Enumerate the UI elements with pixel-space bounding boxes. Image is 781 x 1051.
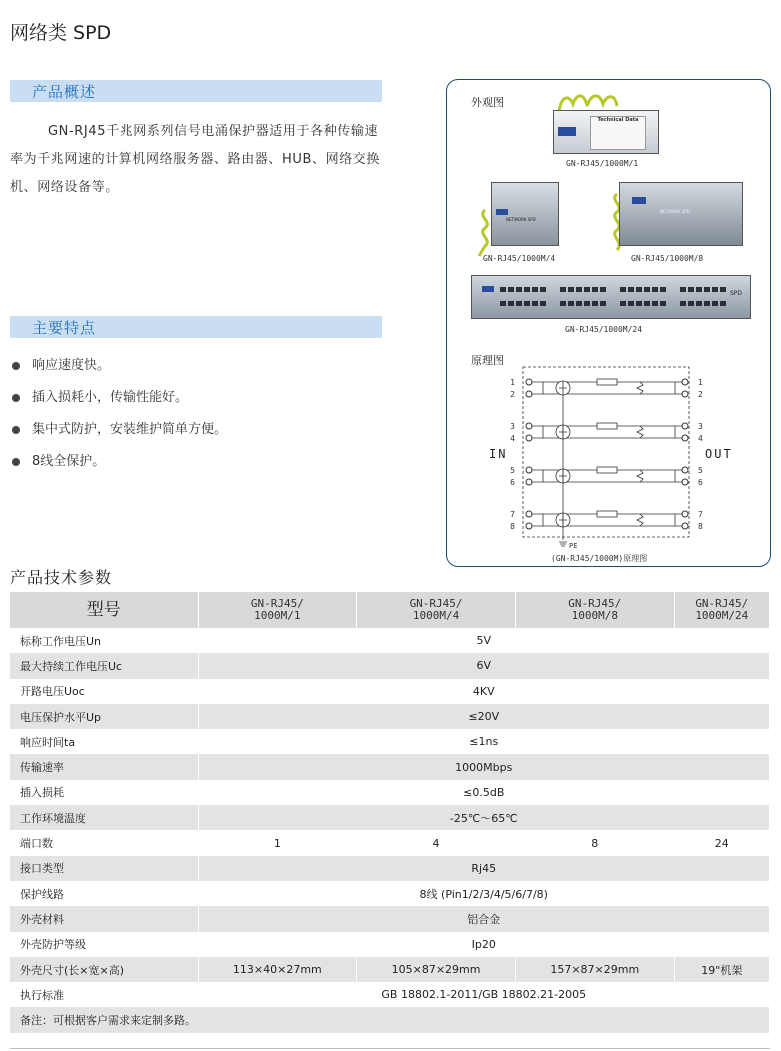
row-label: 外壳尺寸(长×宽×高)	[10, 957, 198, 982]
feature-item: 插入损耗小，传输性能好。	[10, 388, 227, 420]
row-label: 外壳防护等级	[10, 932, 198, 957]
feature-item: 集中式防护，安装维护简单方便。	[10, 420, 227, 452]
row-value: -25℃～65℃	[198, 805, 770, 830]
table-row	[10, 906, 770, 931]
row-label: 端口数	[10, 830, 198, 855]
schematic-out-label: OUT	[705, 447, 733, 461]
pin-label-in: 3	[510, 422, 515, 431]
table-row	[10, 653, 770, 678]
page-title: 网络类 SPD	[10, 22, 112, 44]
product-photo-4	[475, 180, 575, 252]
row-label: 外壳材料	[10, 906, 198, 931]
product-photo-8	[607, 178, 747, 252]
row-value: 4KV	[198, 679, 770, 704]
pin-label-out: 2	[698, 390, 703, 399]
brand-logo	[482, 286, 494, 292]
model-header: 型号	[10, 592, 198, 628]
model-column-header: GN-RJ45/ 1000M/8	[515, 592, 674, 628]
table-note-row	[10, 1007, 770, 1032]
model-column-header: GN-RJ45/ 1000M/4	[357, 592, 516, 628]
schematic-pair	[526, 423, 688, 441]
table-row	[10, 830, 770, 855]
feature-list	[10, 356, 227, 484]
schematic-in-label: IN	[489, 447, 508, 461]
bottom-divider	[10, 1048, 770, 1049]
row-value: ≤0.5dB	[198, 780, 770, 805]
table-row	[10, 704, 770, 729]
pin-label-out: 1	[698, 378, 703, 387]
table-row	[10, 805, 770, 830]
pin-label-in: 6	[510, 478, 515, 487]
overview-heading-bar	[10, 80, 382, 102]
table-row	[10, 754, 770, 779]
schematic-pair	[526, 467, 688, 485]
row-label: 执行标准	[10, 982, 198, 1007]
row-label: 保护线路	[10, 881, 198, 906]
row-value: 1	[198, 830, 357, 855]
brand-logo	[496, 209, 508, 215]
table-row	[10, 856, 770, 881]
table-row	[10, 932, 770, 957]
table-header-row	[10, 592, 770, 628]
row-value: 4	[357, 830, 516, 855]
row-value: 113×40×27mm	[198, 957, 357, 982]
model-column-header: GN-RJ45/ 1000M/24	[674, 592, 769, 628]
overview-heading: 产品概述	[32, 83, 97, 101]
product-photo-24: SPD	[471, 275, 751, 319]
appearance-label: 外观图	[471, 96, 504, 109]
model-column-header: GN-RJ45/ 1000M/1	[198, 592, 357, 628]
row-label: 传输速率	[10, 754, 198, 779]
product-caption-24: GN-RJ45/1000M/24	[565, 325, 643, 334]
row-label: 接口类型	[10, 856, 198, 881]
table-row	[10, 780, 770, 805]
row-label: 电压保护水平Up	[10, 704, 198, 729]
table-row	[10, 982, 770, 1007]
brand-logo	[632, 197, 646, 204]
row-label: 最大持续工作电压Uc	[10, 653, 198, 678]
device-body: NETWORK SPD	[619, 182, 743, 246]
row-value: 6V	[198, 653, 770, 678]
schematic-pair	[526, 379, 688, 397]
spec-table	[10, 592, 770, 1033]
pin-label-out: 4	[698, 434, 703, 443]
schematic-pair	[526, 511, 688, 529]
pin-label-out: 7	[698, 510, 703, 519]
feature-item: 响应速度快。	[10, 356, 227, 388]
table-row	[10, 729, 770, 754]
pin-label-in: 2	[510, 390, 515, 399]
brand-logo	[558, 127, 576, 136]
product-photo-1	[551, 86, 661, 164]
row-value: 8	[515, 830, 674, 855]
device-body	[553, 110, 659, 154]
schematic-caption: (GN-RJ45/1000M)原理图	[551, 554, 648, 563]
row-value: 8线 (Pin1/2/3/4/5/6/7/8)	[198, 881, 770, 906]
product-caption-4: GN-RJ45/1000M/4	[483, 254, 556, 263]
table-row	[10, 679, 770, 704]
row-value: 24	[674, 830, 769, 855]
pin-label-in: 5	[510, 466, 515, 475]
features-heading-bar	[10, 316, 382, 338]
pin-label-out: 3	[698, 422, 703, 431]
schematic-diagram	[447, 362, 772, 562]
table-row	[10, 628, 770, 653]
row-value: Ip20	[198, 932, 770, 957]
row-value: ≤1ns	[198, 729, 770, 754]
pin-label-in: 1	[510, 378, 515, 387]
row-value: 19"机架	[674, 957, 769, 982]
row-value: 157×87×29mm	[515, 957, 674, 982]
row-value: GB 18802.1-2011/GB 18802.21-2005	[198, 982, 770, 1007]
pin-label-out: 8	[698, 522, 703, 531]
row-value: Rj45	[198, 856, 770, 881]
features-heading: 主要特点	[32, 319, 97, 337]
pin-label-in: 8	[510, 522, 515, 531]
row-label: 工作环境温度	[10, 805, 198, 830]
pe-label: PE	[569, 542, 578, 550]
row-value: ≤20V	[198, 704, 770, 729]
pin-label-in: 7	[510, 510, 515, 519]
row-label: 开路电压Uoc	[10, 679, 198, 704]
pin-label-out: 5	[698, 466, 703, 475]
table-row	[10, 881, 770, 906]
params-heading: 产品技术参数	[10, 568, 113, 587]
pin-label-out: 6	[698, 478, 703, 487]
row-label: 标称工作电压Un	[10, 628, 198, 653]
row-value: 1000Mbps	[198, 754, 770, 779]
table-note: 备注：可根据客户需求来定制多路。	[10, 1007, 770, 1032]
row-label: 插入损耗	[10, 780, 198, 805]
schematic-label: 原理图	[471, 354, 504, 367]
device-body: NETWORK SPD	[491, 182, 559, 246]
pin-label-in: 4	[510, 434, 515, 443]
overview-text: GN-RJ45千兆网系列信号电涌保护器适用于各种传输速率为千兆网速的计算机网络服务器、路由器、HUB、网络交换机、网络设备等。	[10, 124, 381, 195]
technical-data-label: Technical Data	[590, 116, 646, 150]
product-caption-1: GN-RJ45/1000M/1	[566, 159, 639, 168]
product-caption-8: GN-RJ45/1000M/8	[631, 254, 704, 263]
row-value: 5V	[198, 628, 770, 653]
product-image-panel	[446, 79, 771, 567]
table-row	[10, 957, 770, 982]
row-value: 铝合金	[198, 906, 770, 931]
row-value: 105×87×29mm	[357, 957, 516, 982]
rj45-port-array	[498, 285, 734, 311]
row-label: 响应时间ta	[10, 729, 198, 754]
feature-item: 8线全保护。	[10, 452, 227, 484]
